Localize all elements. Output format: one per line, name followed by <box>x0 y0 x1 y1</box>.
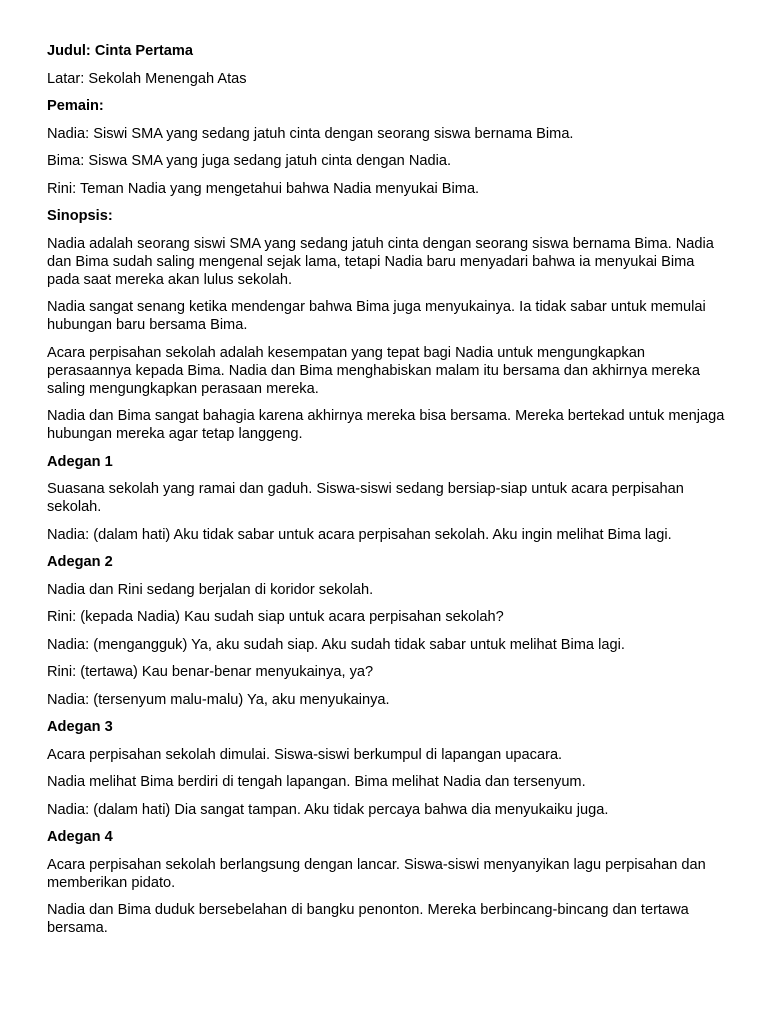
scene-line: Nadia: (mengangguk) Ya, aku sudah siap. Aku sudah tidak sabar untuk melihat Bima lagi. <box>47 636 625 653</box>
scene-line: Nadia: (dalam hati) Aku tidak sabar untuk acara perpisahan sekolah. Aku ingin melihat Bima lagi. <box>47 526 672 543</box>
synopsis-paragraph: Nadia sangat senang ketika mendengar bahwa Bima juga menyukainya. Ia tidak sabar untuk memulai hubungan baru bersama Bima. <box>47 299 706 333</box>
scene-line: Rini: (tertawa) Kau benar-benar menyukainya, ya? <box>47 664 374 680</box>
synopsis-paragraph: Nadia adalah seorang siswi SMA yang sedang jatuh cinta dengan seorang siswa bernama Bima. Nadia dan Bima sudah saling mengenal sejak lama, tetapi Nadia baru menyadari bahwa ia menyukai Bima pada saat mereka akan lulus sekolah. <box>47 235 714 288</box>
scene-heading-1: Adegan 1 <box>47 453 113 470</box>
scene-line: Nadia dan Bima duduk bersebelahan di bangku penonton. Mereka berbincang-bincang dan tertawa bersama. <box>47 902 689 936</box>
scene-line: Nadia melihat Bima berdiri di tengah lapangan. Bima melihat Nadia dan tersenyum. <box>47 774 586 790</box>
scene-line: Nadia: (dalam hati) Dia sangat tampan. Aku tidak percaya bahwa dia menyukaiku juga. <box>47 801 609 818</box>
synopsis-heading: Sinopsis: <box>47 208 113 224</box>
setting-line: Latar: Sekolah Menengah Atas <box>47 70 247 87</box>
scene-line: Nadia dan Rini sedang berjalan di koridor sekolah. <box>47 581 374 598</box>
scene-line: Suasana sekolah yang ramai dan gaduh. Siswa-siswi sedang bersiap-siap untuk acara perpisahan sekolah. <box>47 481 684 515</box>
cast-item-bima: Bima: Siswa SMA yang juga sedang jatuh cinta dengan Nadia. <box>47 153 452 169</box>
scene-line: Rini: (kepada Nadia) Kau sudah siap untuk acara perpisahan sekolah? <box>47 609 504 625</box>
synopsis-paragraph: Acara perpisahan sekolah adalah kesempatan yang tepat bagi Nadia untuk mengungkapkan perasaannya kepada Bima. Nadia dan Bima menghabiskan malam itu bersama dan akhirnya mereka saling mengungkapkan perasaan mereka. <box>47 344 701 397</box>
document-title: Judul: Cinta Pertama <box>47 43 193 59</box>
synopsis-paragraph: Nadia dan Bima sangat bahagia karena akhirnya mereka bisa bersama. Mereka bertekad untuk menjaga hubungan mereka agar tetap langgeng. <box>47 408 725 442</box>
cast-item-nadia: Nadia: Siswi SMA yang sedang jatuh cinta dengan seorang siswa bernama Bima. <box>47 125 574 142</box>
cast-item-rini: Rini: Teman Nadia yang mengetahui bahwa Nadia menyukai Bima. <box>47 180 480 197</box>
scene-heading-2: Adegan 2 <box>47 554 113 570</box>
cast-heading: Pemain: <box>47 98 104 114</box>
scene-line: Acara perpisahan sekolah dimulai. Siswa-siswi berkumpul di lapangan upacara. <box>47 746 563 763</box>
scene-heading-3: Adegan 3 <box>47 719 113 735</box>
scene-heading-4: Adegan 4 <box>47 829 113 845</box>
scene-line: Acara perpisahan sekolah berlangsung dengan lancar. Siswa-siswi menyanyikan lagu perpisahan dan memberikan pidato. <box>47 856 706 891</box>
scene-line: Nadia: (tersenyum malu-malu) Ya, aku menyukainya. <box>47 691 390 708</box>
